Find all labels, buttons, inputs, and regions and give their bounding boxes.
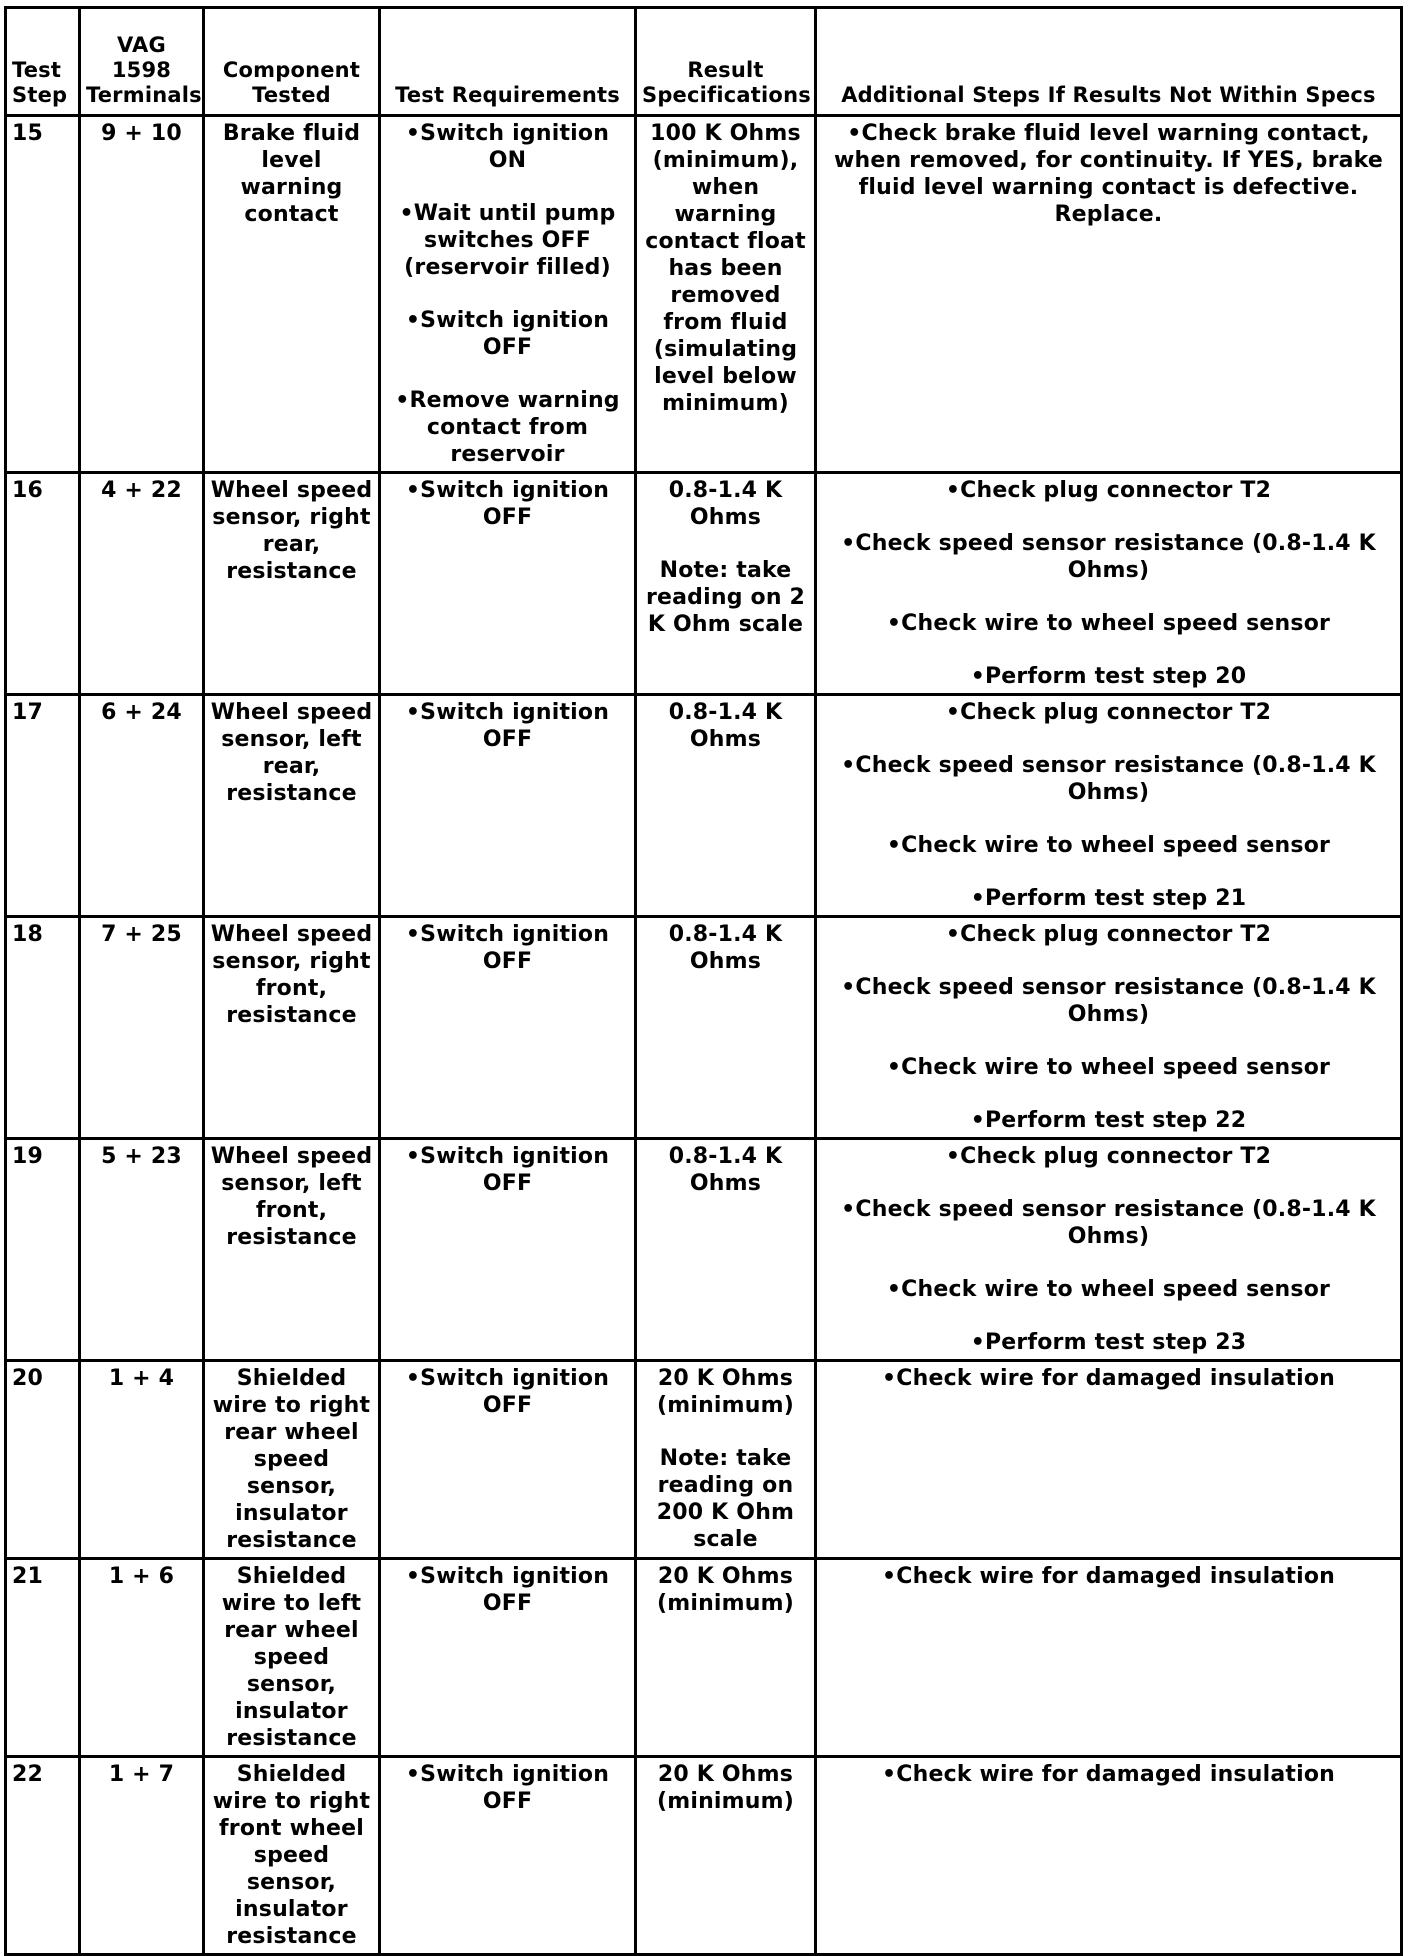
header-terminals: VAG 1598 Terminals: [80, 8, 204, 116]
requirement-item: •Switch ignition OFF: [405, 1762, 610, 1814]
result-item: 0.8-1.4 K Ohms: [668, 1144, 783, 1196]
additional-steps-cell: [816, 1559, 1402, 1757]
result-cell: [636, 116, 816, 473]
table-row: [6, 917, 1402, 1139]
header-requirements: Test Requirements: [380, 8, 636, 116]
requirement-item: •Switch ignition OFF: [405, 478, 610, 530]
additional-steps-cell: [816, 1757, 1402, 1955]
table-row: [6, 116, 1402, 473]
test-step-cell: 20: [6, 1361, 80, 1559]
test-step-cell: 17: [6, 695, 80, 917]
header-test-step: Test Step: [6, 8, 80, 116]
additional-step-item: •Check speed sensor resistance (0.8-1.4 K Ohms): [841, 531, 1376, 583]
terminals-cell: 4 + 22: [80, 473, 204, 695]
test-step-cell: 16: [6, 473, 80, 695]
additional-step-item: •Check plug connector T2: [945, 922, 1272, 947]
requirement-item: •Switch ignition OFF: [405, 1366, 610, 1418]
component-cell: Brake fluid level warning contact: [204, 116, 380, 473]
additional-step-item: •Check wire to wheel speed sensor: [886, 1055, 1331, 1080]
test-steps-table: [4, 6, 1403, 1956]
additional-step-item: •Check speed sensor resistance (0.8-1.4 K Ohms): [841, 753, 1376, 805]
terminals-cell: 1 + 6: [80, 1559, 204, 1757]
terminals-cell: 9 + 10: [80, 116, 204, 473]
additional-step-item: •Check wire to wheel speed sensor: [886, 611, 1331, 636]
component-cell: Wheel speed sensor, right rear, resistance: [204, 473, 380, 695]
requirement-item: •Wait until pump switches OFF (reservoir filled): [399, 201, 616, 280]
result-item: 20 K Ohms (minimum): [656, 1762, 795, 1814]
requirement-item: •Switch ignition ON: [405, 121, 610, 173]
table-row: [6, 1139, 1402, 1361]
requirements-cell: [380, 695, 636, 917]
requirements-cell: [380, 1361, 636, 1559]
table-row: [6, 695, 1402, 917]
result-item: Note: take reading on 2 K Ohm scale: [645, 558, 806, 637]
additional-step-item: •Check wire for damaged insulation: [881, 1366, 1336, 1391]
header-additional-steps: Additional Steps If Results Not Within Specs: [816, 8, 1402, 116]
additional-steps-cell: [816, 1139, 1402, 1361]
result-cell: [636, 1757, 816, 1955]
table-row: [6, 1559, 1402, 1757]
header-result: Result Specifications: [636, 8, 816, 116]
test-step-cell: 22: [6, 1757, 80, 1955]
requirements-cell: [380, 1757, 636, 1955]
header-row: [6, 8, 1402, 116]
result-item: 100 K Ohms (minimum), when warning contact float has been removed from fluid (simulating level below minimum): [645, 121, 806, 416]
additional-step-item: •Perform test step 21: [970, 886, 1247, 911]
terminals-cell: 1 + 4: [80, 1361, 204, 1559]
requirement-item: •Remove warning contact from reservoir: [395, 388, 620, 467]
additional-step-item: •Check wire to wheel speed sensor: [886, 833, 1331, 858]
terminals-cell: 5 + 23: [80, 1139, 204, 1361]
result-item: 0.8-1.4 K Ohms: [668, 922, 783, 974]
component-cell: Shielded wire to right front wheel speed sensor, insulator resistance: [204, 1757, 380, 1955]
result-cell: [636, 1361, 816, 1559]
result-item: 0.8-1.4 K Ohms: [668, 700, 783, 752]
test-step-cell: 19: [6, 1139, 80, 1361]
component-cell: Wheel speed sensor, left rear, resistance: [204, 695, 380, 917]
additional-steps-cell: [816, 473, 1402, 695]
requirements-cell: [380, 473, 636, 695]
requirements-cell: [380, 1559, 636, 1757]
terminals-cell: 6 + 24: [80, 695, 204, 917]
additional-step-item: •Check speed sensor resistance (0.8-1.4 K Ohms): [841, 1197, 1376, 1249]
requirement-item: •Switch ignition OFF: [405, 1564, 610, 1616]
requirements-cell: [380, 116, 636, 473]
test-step-cell: 18: [6, 917, 80, 1139]
additional-step-item: •Check plug connector T2: [945, 700, 1272, 725]
result-cell: [636, 473, 816, 695]
requirement-item: •Switch ignition OFF: [405, 308, 610, 360]
additional-step-item: •Check wire to wheel speed sensor: [886, 1277, 1331, 1302]
component-cell: Wheel speed sensor, right front, resistance: [204, 917, 380, 1139]
additional-step-item: •Perform test step 23: [970, 1330, 1247, 1355]
additional-step-item: •Check plug connector T2: [945, 1144, 1272, 1169]
terminals-cell: 1 + 7: [80, 1757, 204, 1955]
result-item: 20 K Ohms (minimum): [656, 1366, 795, 1418]
additional-step-item: •Perform test step 22: [970, 1108, 1247, 1133]
requirement-item: •Switch ignition OFF: [405, 700, 610, 752]
result-item: Note: take reading on 200 K Ohm scale: [656, 1446, 795, 1552]
test-step-cell: 15: [6, 116, 80, 473]
result-item: 0.8-1.4 K Ohms: [668, 478, 783, 530]
table-row: [6, 1757, 1402, 1955]
component-cell: Wheel speed sensor, left front, resistance: [204, 1139, 380, 1361]
component-cell: Shielded wire to left rear wheel speed sensor, insulator resistance: [204, 1559, 380, 1757]
result-cell: [636, 695, 816, 917]
additional-step-item: •Check wire for damaged insulation: [881, 1564, 1336, 1589]
table-row: [6, 473, 1402, 695]
requirement-item: •Switch ignition OFF: [405, 1144, 610, 1196]
result-cell: [636, 1139, 816, 1361]
terminals-cell: 7 + 25: [80, 917, 204, 1139]
requirements-cell: [380, 917, 636, 1139]
additional-steps-cell: [816, 695, 1402, 917]
table-body: [6, 116, 1402, 1955]
additional-step-item: •Check speed sensor resistance (0.8-1.4 K Ohms): [841, 975, 1376, 1027]
result-item: 20 K Ohms (minimum): [656, 1564, 795, 1616]
requirements-cell: [380, 1139, 636, 1361]
header-component: Component Tested: [204, 8, 380, 116]
component-cell: Shielded wire to right rear wheel speed sensor, insulator resistance: [204, 1361, 380, 1559]
additional-step-item: •Check plug connector T2: [945, 478, 1272, 503]
table-row: [6, 1361, 1402, 1559]
additional-steps-cell: [816, 116, 1402, 473]
test-step-cell: 21: [6, 1559, 80, 1757]
additional-steps-cell: [816, 1361, 1402, 1559]
result-cell: [636, 917, 816, 1139]
additional-step-item: •Check brake fluid level warning contact, when removed, for continuity. If YES, brake fluid level warning contact is defective. Replace.: [833, 121, 1384, 227]
additional-step-item: •Perform test step 20: [970, 664, 1247, 689]
additional-steps-cell: [816, 917, 1402, 1139]
additional-step-item: •Check wire for damaged insulation: [881, 1762, 1336, 1787]
requirement-item: •Switch ignition OFF: [405, 922, 610, 974]
result-cell: [636, 1559, 816, 1757]
